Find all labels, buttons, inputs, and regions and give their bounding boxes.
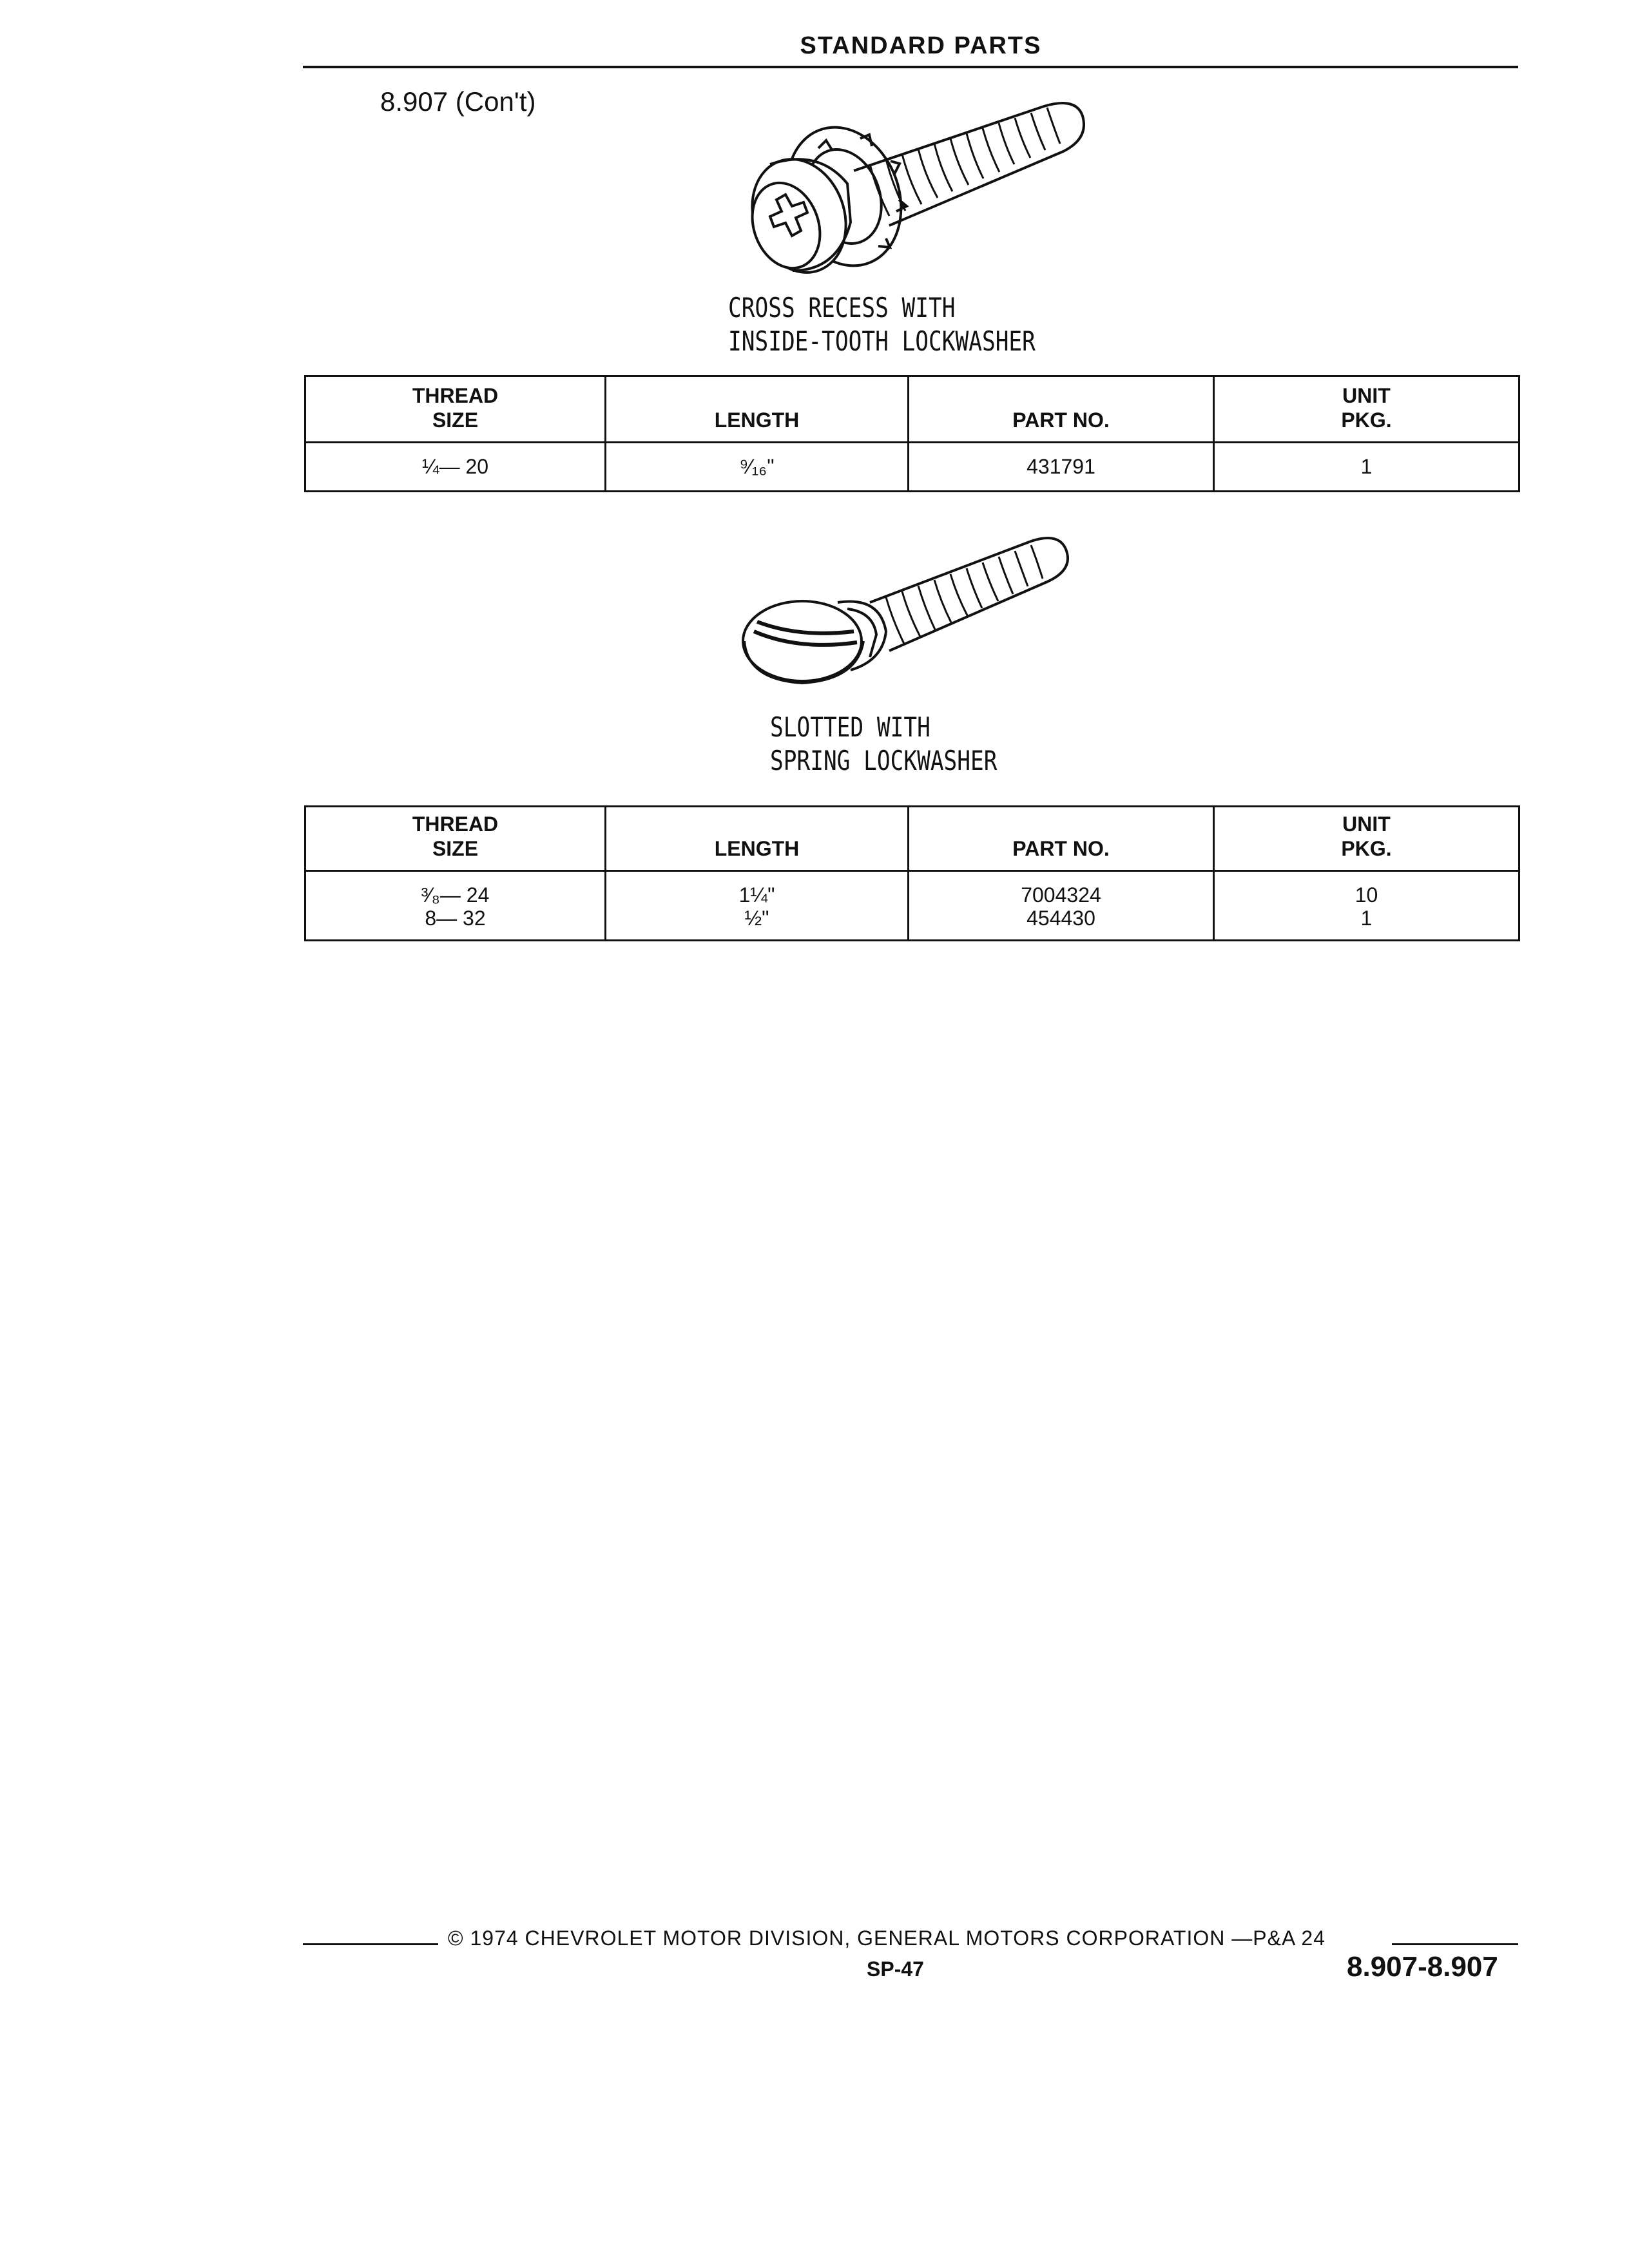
table-row — [305, 443, 1519, 492]
header-thread-size: THREAD SIZE — [305, 807, 606, 871]
caption-slotted — [770, 711, 997, 778]
unit-pkg-cell: 1 — [1214, 443, 1519, 492]
footer-page-code: SP-47 — [867, 1957, 924, 1981]
part-no-value: 7004324 — [1021, 883, 1101, 907]
thread-size-cell: ¼— 20 — [305, 443, 606, 492]
parts-table-cross-recess — [304, 375, 1520, 492]
parts-table-slotted — [304, 805, 1520, 941]
length-cell: ⁹⁄₁₆" — [606, 443, 909, 492]
thread-size-value: 8— 32 — [425, 907, 486, 930]
length-value: ½" — [744, 907, 769, 930]
footer-section-range: 8.907-8.907 — [1347, 1951, 1498, 1983]
slotted-screw-icon — [741, 525, 1076, 699]
unit-pkg-cell — [1214, 871, 1519, 941]
footer-rule-left — [303, 1943, 438, 1945]
caption-line: INSIDE-TOOTH LOCKWASHER — [728, 325, 1036, 357]
part-no-cell — [909, 871, 1214, 941]
table-row — [305, 871, 1519, 941]
cross-recess-screw-icon — [741, 87, 1102, 287]
header-unit-pkg: UNIT PKG. — [1214, 807, 1519, 871]
length-cell — [606, 871, 909, 941]
unit-pkg-value: 10 — [1354, 883, 1378, 907]
thread-size-value: ³⁄₈— 24 — [421, 883, 490, 907]
part-no-cell: 431791 — [909, 443, 1214, 492]
section-reference: 8.907 (Con't) — [380, 86, 536, 117]
header-part-no: PART NO. — [909, 807, 1214, 871]
footer-rule-right — [1392, 1943, 1518, 1945]
length-value: 1¼" — [738, 883, 775, 907]
header-thread-size: THREAD SIZE — [305, 376, 606, 443]
page-title: STANDARD PARTS — [800, 32, 1042, 59]
caption-cross-recess — [728, 291, 1036, 358]
header-part-no: PART NO. — [909, 376, 1214, 443]
header-unit-pkg: UNIT PKG. — [1214, 376, 1519, 443]
header-rule — [303, 66, 1518, 68]
caption-line: SLOTTED WITH — [770, 711, 930, 743]
caption-line: SPRING LOCKWASHER — [770, 745, 998, 776]
header-length: LENGTH — [606, 807, 909, 871]
unit-pkg-value: 1 — [1360, 907, 1373, 930]
header-length: LENGTH — [606, 376, 909, 443]
thread-size-cell — [305, 871, 606, 941]
caption-line: CROSS RECESS WITH — [728, 292, 956, 323]
footer-copyright: © 1974 CHEVROLET MOTOR DIVISION, GENERAL MOTORS CORPORATION —P&A 24 — [448, 1927, 1325, 1950]
part-no-value: 454430 — [1027, 907, 1095, 930]
